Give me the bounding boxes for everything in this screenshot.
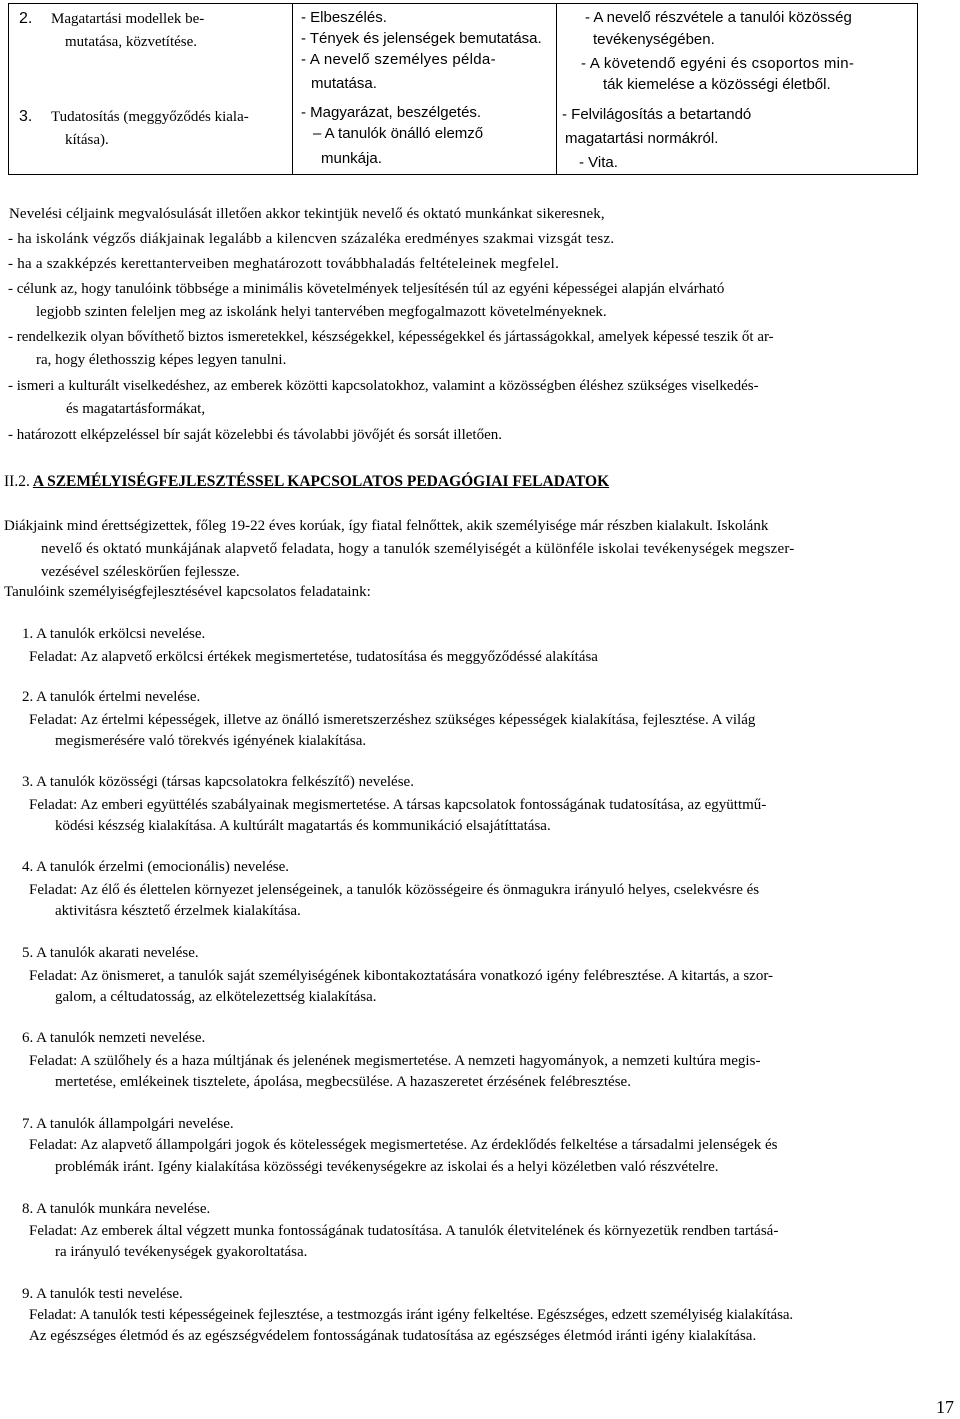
item-task: ködési készség kialakítása. A kultúrált magatartás és kommunikáció elsajátíttatása. (55, 818, 551, 834)
item-task: galom, a céltudatosság, az elkötelezettség kialakítása. (55, 989, 377, 1005)
form-item: - A követendő egyéni és csoportos min- (581, 55, 855, 72)
goal-bullet: és magatartásformákat, (66, 401, 206, 417)
goal-bullet: - ismeri a kulturált viselkedéshez, az emberek közötti kapcsolatokhoz, valamint a közösségben éléshez szükséges viselkedés- (8, 378, 759, 394)
item-task: problémák iránt. Igény kialakítása közösségi tevékenységekre az iskolai és a helyi közéletben való részvételre. (55, 1159, 719, 1175)
method-item: - Magyarázat, beszélgetés. (301, 104, 482, 121)
method-item: munkája. (321, 150, 382, 167)
table-divider (292, 4, 293, 174)
row-title: mutatása, közvetítése. (65, 34, 198, 50)
item-title: 6. A tanulók nemzeti nevelése. (22, 1030, 206, 1046)
item-task: Feladat: A tanulók testi képességeinek fejlesztése, a testmozgás iránt igény felkeltése. Egészséges, edzett személyiség kialakítása. (29, 1307, 794, 1323)
form-item: tevékenységében. (593, 31, 715, 48)
item-title: 8. A tanulók munkára nevelése. (22, 1201, 211, 1217)
method-item: – A tanulók önálló elemző (313, 125, 484, 142)
form-item: magatartási normákról. (565, 130, 719, 147)
body-paragraph: Tanulóink személyiségfejlesztésével kapcsolatos feladataink: (4, 584, 371, 600)
goal-bullet: - határozott elképzeléssel bír saját közelebbi és távolabbi jövőjét és sorsát illetően. (8, 427, 502, 443)
item-task: aktivitásra késztető érzelmek kialakítása. (55, 903, 301, 919)
goal-bullet: - célunk az, hogy tanulóink többsége a minimális követelmények teljesítésén túl az egyéni képességei alapján elvárható (8, 281, 725, 297)
item-task: Feladat: Az alapvető erkölcsi értékek megismertetése, tudatosítása és meggyőződéssé alakítása (29, 649, 598, 665)
method-item: - Tények és jelenségek bemutatása. (301, 30, 542, 47)
item-title: 7. A tanulók állampolgári nevelése. (22, 1116, 234, 1132)
item-task: Az egészséges életmód és az egészségvédelem fontosságának tudatosítása az egészséges életmód iránti igény kialakítása. (29, 1328, 757, 1344)
row-title: Tudatosítás (meggyőződés kiala- (51, 109, 249, 125)
item-task: Feladat: Az emberi együttélés szabályainak megismertetése. A társas kapcsolatok fontosságának tudatosítása, az együttmű- (29, 797, 767, 813)
item-task: Feladat: Az értelmi képességek, illetve az önálló ismeretszerzéshez szükséges képességek kialakítása, fejlesztése. A világ (29, 712, 756, 728)
goal-bullet: legjobb szinten feleljen meg az iskolánk helyi tantervében megfogalmazott követelményeknek. (36, 304, 607, 320)
row-title: Magatartási modellek be- (51, 11, 205, 27)
item-title: 4. A tanulók érzelmi (emocionális) nevelése. (22, 859, 289, 875)
section-heading (4, 472, 609, 491)
body-paragraph: vezésével széleskörűen fejlessze. (41, 564, 240, 580)
goal-bullet: - rendelkezik olyan bővíthető biztos ismeretekkel, készségekkel, képességekkel és jártasságokkal, amelyek képessé teszik őt ar- (8, 329, 774, 345)
method-item: - Elbeszélés. (301, 9, 387, 26)
form-item: ták kiemelése a közösségi életből. (603, 76, 831, 93)
item-title: 1. A tanulók erkölcsi nevelése. (22, 626, 206, 642)
item-task: Feladat: Az emberek által végzett munka fontosságának tudatosítása. A tanulók életvitelének és környezetük rendben tartásá- (29, 1223, 779, 1239)
body-paragraph: Diákjaink mind érettségizettek, főleg 19-22 éves korúak, így fiatal felnőttek, akik személyisége már részben kialakult. Iskolánk (4, 518, 769, 534)
goal-bullet: ra, hogy élethosszig képes legyen tanulni. (36, 352, 287, 368)
section-number: II.2. (4, 473, 30, 490)
table-divider (556, 4, 557, 174)
item-task: Feladat: A szülőhely és a haza múltjának és jelenének megismertetése. A nemzeti hagyományok, a nemzeti kultúra megis- (29, 1053, 761, 1069)
page-number: 17 (936, 1397, 954, 1417)
row-title: kítása). (65, 132, 109, 148)
method-item: - A nevelő személyes példa- (301, 51, 496, 68)
body-paragraph: nevelő és oktató munkájának alapvető feladata, hogy a tanulók személyiségét a különféle iskolai tevékenységek megszer- (41, 541, 795, 557)
item-task: mertetése, emlékeinek tisztelete, ápolása, megbecsülése. A hazaszeretet érzésének felébresztése. (55, 1074, 631, 1090)
methods-table (8, 3, 918, 175)
item-task: megismerésére való törekvés igényének kialakítása. (55, 733, 367, 749)
item-task: ra irányuló tevékenységek gyakoroltatása. (55, 1244, 308, 1260)
item-title: 9. A tanulók testi nevelése. (22, 1286, 183, 1302)
method-item: mutatása. (311, 75, 377, 92)
intro-text: Nevelési céljaink megvalósulását illetően akkor tekintjük nevelő és oktató munkánkat sikeresnek, (9, 206, 605, 222)
form-item: - Felvilágosítás a betartandó (562, 106, 752, 123)
item-task: Feladat: Az önismeret, a tanulók saját személyiségének kibontakoztatására vonatkozó igény felébresztése. A kitartás, a szor- (29, 968, 774, 984)
row-number: 2. (19, 10, 33, 27)
goal-bullet: - ha a szakképzés kerettanterveiben meghatározott továbbhaladás feltételeinek megfelel. (8, 256, 560, 272)
section-title: A SZEMÉLYISÉGFEJLESZTÉSSEL KAPCSOLATOS PEDAGÓGIAI FELADATOK (32, 473, 610, 490)
item-title: 3. A tanulók közösségi (társas kapcsolatokra felkészítő) nevelése. (22, 774, 414, 790)
row-number: 3. (19, 108, 33, 125)
item-title: 5. A tanulók akarati nevelése. (22, 945, 199, 961)
goal-bullet: - ha iskolánk végzős diákjainak legalább a kilencven százaléka eredményes szakmai vizsgát tesz. (8, 231, 615, 247)
item-title: 2. A tanulók értelmi nevelése. (22, 689, 201, 705)
item-task: Feladat: Az élő és élettelen környezet jelenségeinek, a tanulók közösségeire és önmagukra irányuló helyes, cselekvésre és (29, 882, 760, 898)
item-task: Feladat: Az alapvető állampolgári jogok és kötelességek megismertetése. Az érdeklődés felkeltése a társadalmi jelenségek és (29, 1137, 778, 1153)
form-item: - Vita. (579, 154, 618, 171)
form-item: - A nevelő részvétele a tanulói közösség (585, 9, 852, 26)
